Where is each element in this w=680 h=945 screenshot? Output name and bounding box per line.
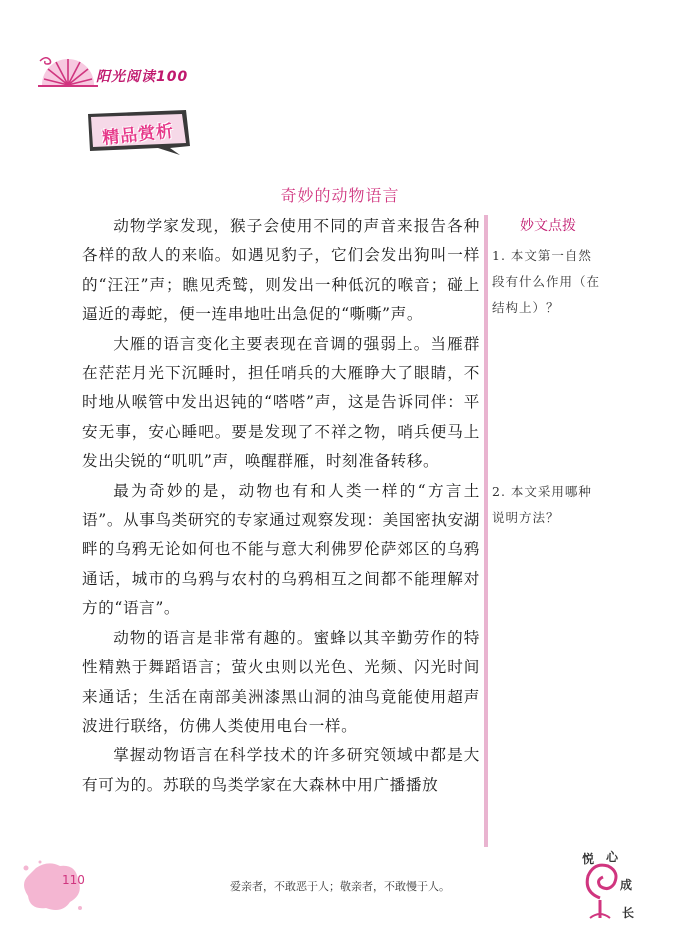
paragraph: 掌握动物语言在科学技术的许多研究领域中都是大有可为的。苏联的鸟类学家在大森林中用广播播放 xyxy=(82,746,480,794)
corner-char: 成 xyxy=(620,878,633,892)
swirl-icon xyxy=(38,55,54,67)
question-item: 2. 本文采用哪种说明方法？ xyxy=(492,484,592,525)
sidebar-divider xyxy=(484,215,488,847)
page-number: 110 xyxy=(62,873,85,887)
sidebar xyxy=(492,215,604,525)
paragraph: 最为奇妙的是，动物也有和人类一样的“方言土语”。从事鸟类研究的专家通过观察发现：美国密执安湖畔的乌鸦无论如何也不能与意大利佛罗伦萨郊区的乌鸦通话，城市的乌鸦与农村的乌鸦相互之间都不能理解对方的“语言”。 xyxy=(82,481,480,618)
series-name: 阳光阅读100 xyxy=(96,69,189,85)
section-badge xyxy=(80,108,194,156)
article-title: 奇妙的动物语言 xyxy=(280,186,400,205)
corner-char: 长 xyxy=(622,906,635,920)
section-badge-label: 精品赏析 xyxy=(101,121,176,149)
paragraph: 动物学家发现，猴子会使用不同的声音来报告各种各样的敌人的来临。如遇见豹子，它们会发出狗叫一样的“汪汪”声；瞧见秃鹫，则发出一种低沉的喉音；碰上逼近的毒蛇，便一连串地吐出急促的“嘶嘶”声。 xyxy=(82,217,480,324)
corner-char: 心 xyxy=(606,850,619,864)
paragraph: 动物的语言是非常有趣的。蜜蜂以其辛勤劳作的特性精熟于舞蹈语言；萤火虫则以光色、光频、闪光时间来通话；生活在南部美洲漆黑山洞的油鸟竟能使用超声波进行联络，仿佛人类使用电台一样。 xyxy=(82,628,480,735)
question-item: 1. 本文第一自然段有什么作用（在结构上）？ xyxy=(492,248,601,315)
paragraph: 大雁的语言变化主要表现在音调的强弱上。当雁群在茫茫月光下沉睡时，担任哨兵的大雁睁大了眼睛，不时地从喉管中发出迟钝的“嗒嗒”声，这是告诉同伴：平安无事，安心睡吧。要是发现了不祥之物，哨兵便马上发出尖锐的“叽叽”声，唤醒群雁，时刻准备转移。 xyxy=(82,334,480,471)
sidebar-title: 妙文点拨 xyxy=(520,218,576,234)
corner-char: 悦 xyxy=(582,852,595,866)
footer-motto: 爱亲者，不敢恶于人；敬亲者，不敢慢于人。 xyxy=(230,880,450,893)
series-brand xyxy=(38,55,208,89)
article-body xyxy=(82,212,480,800)
corner-emblem xyxy=(576,848,646,923)
